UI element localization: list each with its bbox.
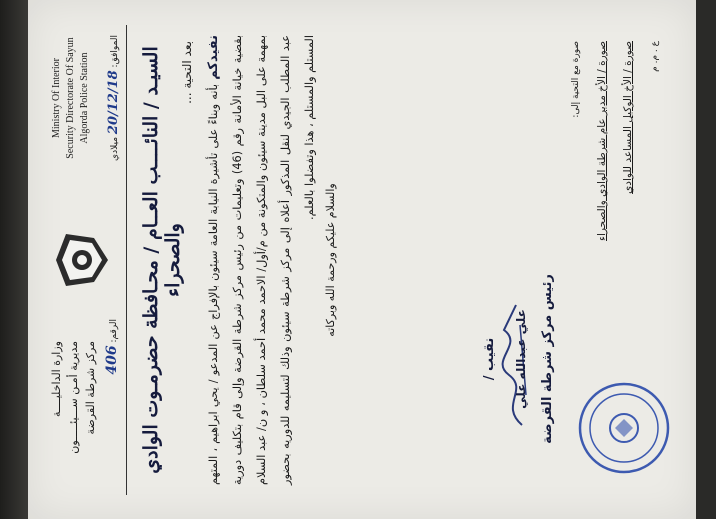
scan-edge: [0, 0, 28, 519]
date-label: الموافق:: [110, 34, 120, 67]
header-en-line: Security Directorate Of Sayun: [65, 36, 76, 159]
signatory-rank: نقيب /: [482, 337, 497, 380]
letter-body: [202, 35, 322, 485]
copies-label: صورة مع التحية إلى:: [571, 40, 581, 118]
closing-line: والسلام عليكم ورحمة الله وبركاته: [324, 182, 337, 337]
header-ar-line: وزارة الداخليــــة: [50, 340, 63, 417]
header-english: [50, 23, 92, 173]
copy-line: صورة / الأخ مدير عام شرطة الوادي والصحراء: [596, 40, 608, 241]
header-divider: [126, 25, 127, 495]
letter-date: [106, 35, 121, 165]
letter-title: السيـد / النائــــب العــام / محـافظة حضرمـوت الوادي والصحراء: [140, 45, 184, 474]
copies-footer: ع . م. م: [650, 40, 660, 72]
ref-label: الرقم:: [109, 318, 119, 343]
header-en-line: Algorda Police Station: [79, 51, 90, 144]
police-emblem-icon: [54, 230, 110, 290]
date-value: 20/12/18: [106, 69, 121, 134]
letter-sheet: [42, 15, 682, 505]
body-text: بأنه وبناءً على تأشيرة النيابة العامة سيئون بالإفراج عن المدعو / يحي ابراهيم ، المتهم بقضية خيانة الأمانة رقم (46) وتعليمات من رئيس مركز شرطة القرضة وإلى قام بتكليف دورية بمهمة على البل مدينة سيئون والمتكونة من م/أول/ الاحمد محمد أحمد سلطان ، و ن/ عبد السلام عبد المطلب الجيدي لنقل المذكور أعلاه إلى مركز شرطة سيئون وذلك لتسليمه للدوريه بحضور المستلم والمستلم ، هذا وتفضلوا بالعلم.: [207, 34, 316, 485]
ref-value: 406: [104, 344, 120, 375]
signatory-title: رئيس مركز شرطة القرضة: [540, 273, 555, 444]
copies-section: [562, 41, 668, 241]
header-en-line: Ministry Of Interior: [51, 57, 62, 138]
date-suffix: ميلادي: [110, 136, 120, 161]
body-lead: نفيدكم: [206, 34, 221, 80]
reference-number: [104, 319, 120, 489]
document-page: [28, 0, 696, 519]
official-stamp-icon: [577, 380, 672, 475]
header-ar-line: مركز شرطة القرضة: [84, 340, 97, 434]
copy-line: صورة / الأخ الوكيل المساعد للوادي: [622, 40, 634, 194]
header-arabic: [48, 341, 99, 491]
header-ar-line: مديرية أمـن ســـيئـــــون: [67, 340, 80, 454]
signatory-name: علي عبدالله علي: [514, 308, 528, 409]
greeting: بعد التحية ...: [180, 40, 194, 104]
